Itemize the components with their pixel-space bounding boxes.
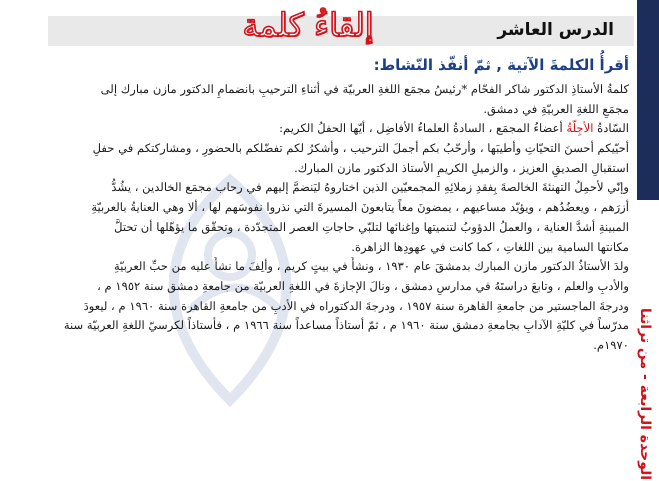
- text-line: أزرَهم ، ويعضُدُهم ، ويؤيّد مساعيهم ، يمضونَ معاً يتابعونَ المسيرةَ التي نذروا نفوسَهم لها ، ألا وهي العنايةُ بالعربيّةِ: [91, 200, 629, 215]
- page-edge-navy: [637, 0, 659, 200]
- lesson-number-label: الدرس العاشر: [497, 20, 614, 40]
- speech-text: [33, 80, 629, 356]
- lesson-header: [0, 0, 634, 52]
- text-line: ولدَ الأستاذُ الدكتور مازن المبارك بدمشقَ عام ١٩٣٠ ، ونشأَ في بيتٍ كريم ، وألِفَ ما نشأَ عليه من حبِّ العربيّةِ: [113, 259, 629, 274]
- text-line: ودرجةَ الماجستير من جامعةِ القاهرة سنة ١٩٥٧ ، ودرجةَ الدكتوراه في الأدبِ من جامعةِ القاهرة سنة ١٩٦٠ م ، ليعودَ: [83, 298, 629, 313]
- highlighted-word: الأجِلّةُ: [566, 121, 594, 136]
- text-line: مدرّساً في كليّةِ الآدابِ بجامعةِ دمشق سنة ١٩٦٠ م ، ثمّ أستاذاً مساعداً سنة ١٩٦٦ م ، فأستاذاً لكرسيّ اللغةِ العربيّة سنة: [63, 318, 629, 333]
- text-line: والأدبِ والعلم ، وتابعَ دراستَهُ في مدارسِ دمشق ، ونالَ الإجازةَ في اللغةِ العربيّة من جامعةِ دمشق سنة ١٩٥٢ م ،: [97, 278, 629, 293]
- text-line: [33, 119, 629, 139]
- lesson-title-calligraphy: إلقاءُ كلمة: [242, 6, 374, 44]
- text-fragment: السّادةُ: [593, 121, 629, 136]
- text-line: أحيّيكم أحسنَ التحيّاتِ وأطيبَها ، وأرحّبُ بكم أجملَ الترحيب ، وأشكرُ لكم تفضّلكم بالحضورِ ، ومشاركتكم في حفلِ: [92, 141, 629, 156]
- text-line: وإنّي لأحمِلُ التهنئةَ الخالصةَ بِفقدِ زملائِهِ المجمعيّين الذين اختاروهُ ليَنضمَّ إليهم في رحاب مجمَع الخالدين ، يشُدُّ: [111, 180, 629, 195]
- text-line: المبينةِ أشدَّ العناية ، والعملُ الدؤوبُ لتنميتها وإغنائها لتلبّي حاجاتِ العصر المتجدّدة ، وتحقّق ما يؤهّلها أن تحتلَّ: [114, 219, 629, 234]
- text-line: كلمةُ الأستاذِ الدكتور شاكر الفحّام *رئيسُ مجمَع اللغةِ العربيّة في أثناءِ الترحيبِ بانضمامِ الدكتور مازن مبارك إلى: [100, 82, 629, 96]
- text-line: مجمَعِ اللغةِ العربيّةِ في دمشق.: [483, 101, 629, 116]
- text-line: مكانتها السامية بين اللغاتِ ، كما كانت في عهودِها الزاهرة.: [351, 239, 629, 254]
- activity-instruction: أقرأُ الكلمةَ الآتية , ثمّ أنفّذ النّشاط:: [373, 56, 629, 74]
- text-line: ١٩٧٠م.: [593, 337, 629, 352]
- text-line: استقبالِ الصديقِ العزيز ، والزميلِ الكريمِ الأستاذ الدكتور مازن المبارك.: [294, 160, 629, 175]
- unit-side-label: الوحدة الرابعة - من تراثنا: [637, 307, 653, 480]
- text-fragment: أعضاءُ المجمَع ، السادةُ العلماءُ الأفاضِل ، أيّها الحفلُ الكريم:: [279, 121, 567, 136]
